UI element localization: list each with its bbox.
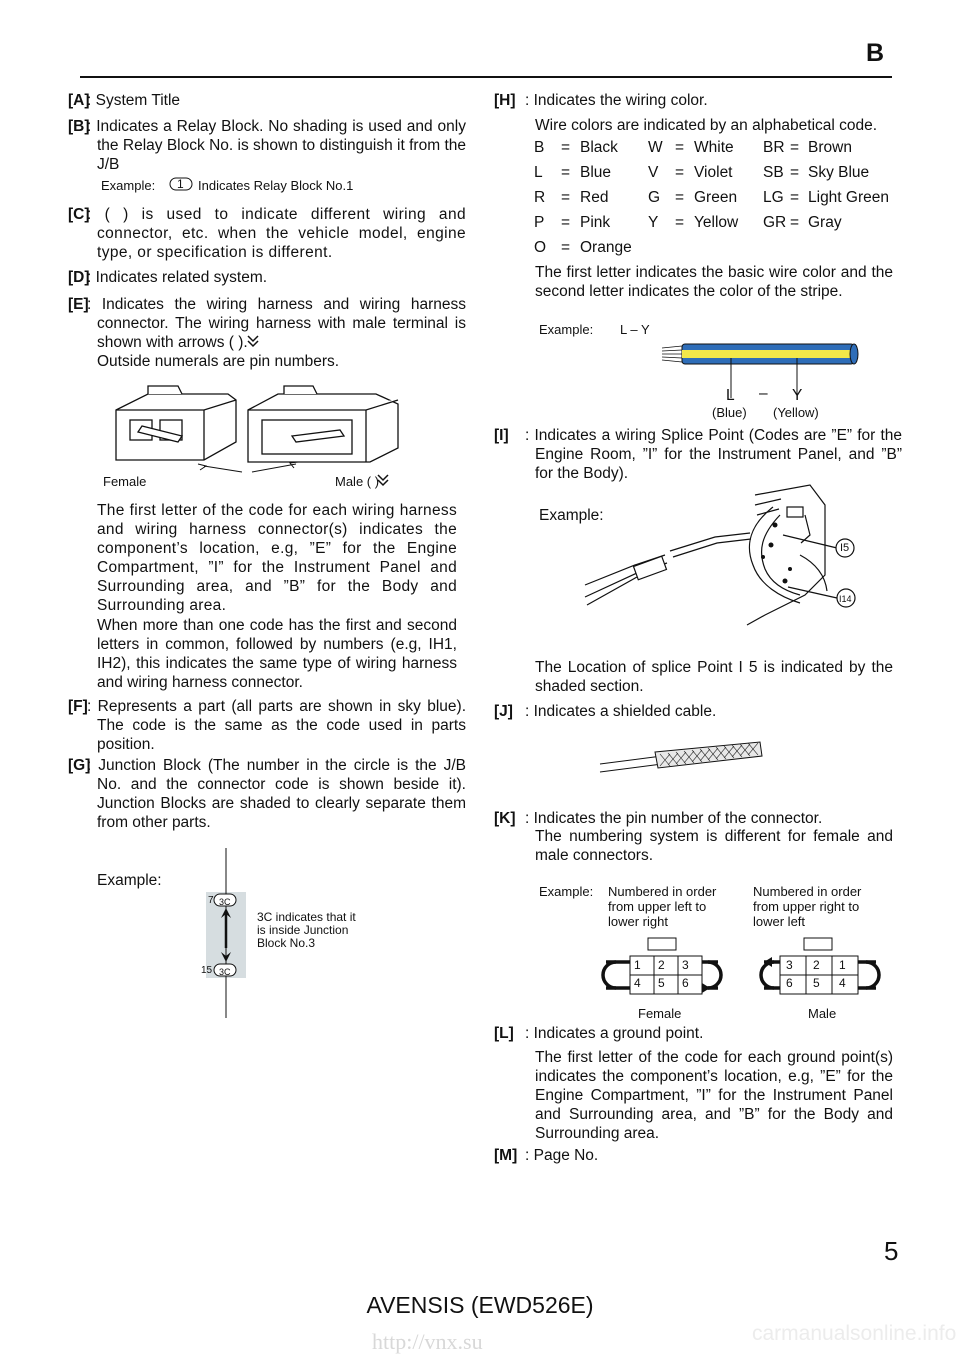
item-c-text: : ( ) is used to indicate different wiring and connector, etc. when the vehicle model, engine type, or specification is different.	[87, 206, 466, 261]
male-pin: 2	[813, 958, 820, 972]
splice-point-illustration	[575, 485, 870, 635]
male-pin: 1	[839, 958, 846, 972]
wire-l-code: L	[726, 387, 735, 404]
item-c-tag: [C]	[68, 206, 90, 223]
connector-illustration	[108, 380, 408, 475]
item-e-text: : Indicates the wiring harness and wiring harness connector. The wiring harness with male terminal is shown with arrows ( ).	[87, 296, 466, 351]
color-code: L	[534, 164, 543, 181]
jb-code-top: 3C	[219, 897, 231, 907]
wire-dash: –	[759, 385, 768, 402]
color-name: White	[694, 139, 734, 156]
item-a-tag: [A]	[68, 92, 90, 109]
female-pin: 2	[658, 958, 665, 972]
color-code: Y	[648, 214, 659, 231]
jb-pin-top: 7	[208, 895, 214, 906]
wire-y-code: Y	[792, 387, 803, 404]
watermark-site: carmanualsonline.info	[752, 1322, 957, 1345]
item-j-text: : Indicates a shielded cable.	[525, 703, 717, 720]
item-k-text: : Indicates the pin number of the connector.	[525, 810, 823, 827]
male-connector-icon	[760, 936, 880, 1002]
color-name: Brown	[808, 139, 852, 156]
equals-sign: =	[561, 239, 571, 256]
equals-sign: =	[790, 189, 800, 206]
item-g-tag: [G]	[68, 757, 91, 774]
item-b-text: : Indicates a Relay Block. No shading is used and only the Relay Block No. is shown to distinguish it from the J/B	[87, 118, 466, 173]
shielded-cable-icon	[600, 738, 768, 780]
equals-sign: =	[561, 189, 571, 206]
relay-block-number: 1	[177, 177, 184, 191]
item-i-example-label: Example:	[539, 507, 604, 524]
color-name: Sky Blue	[808, 164, 870, 181]
page-number: 5	[884, 1236, 899, 1266]
color-code: B	[534, 139, 545, 156]
item-b-example-label: Example:	[101, 178, 156, 193]
item-i-tag: [I]	[494, 427, 509, 444]
item-d-text: : Indicates related system.	[87, 269, 268, 286]
item-j-tag: [J]	[494, 703, 513, 720]
connector-female-label: Female	[103, 474, 147, 489]
item-h-tag: [H]	[494, 92, 516, 109]
color-code: P	[534, 214, 545, 231]
color-code: W	[648, 139, 663, 156]
color-code: BR	[763, 139, 785, 156]
item-e-text2: Outside numerals are pin numbers.	[97, 353, 340, 370]
watermark-url: http://vnx.su	[372, 1329, 483, 1354]
equals-sign: =	[675, 189, 685, 206]
female-order-desc: Numbered in order from upper left to lower right	[608, 884, 717, 929]
item-m-text: : Page No.	[525, 1147, 599, 1164]
female-pin: 3	[682, 958, 689, 972]
item-e-tag: [E]	[68, 296, 89, 313]
color-name: Light Green	[808, 189, 889, 206]
color-code: R	[534, 189, 546, 206]
color-name: Orange	[580, 239, 632, 256]
male-order-desc: Numbered in order from upper right to lower left	[753, 884, 862, 929]
document-title: AVENSIS (EWD526E)	[366, 1292, 594, 1318]
male-pin: 4	[839, 976, 846, 990]
connector-male-label: Male ( )	[335, 474, 380, 489]
splice-code-i14: I14	[839, 594, 852, 604]
equals-sign: =	[790, 214, 800, 231]
splice-code-i5: I5	[840, 542, 850, 554]
male-pin: 6	[786, 976, 793, 990]
item-a-text: : System Title	[87, 92, 181, 109]
item-h-example-label: Example:	[539, 322, 594, 337]
equals-sign: =	[675, 164, 685, 181]
color-name: Yellow	[694, 214, 739, 231]
female-pin: 5	[658, 976, 665, 990]
color-code: SB	[763, 164, 784, 181]
item-e-para2: When more than one code has the first and second letters in common, followed by numbers (e.g, IH1, IH2), this indicates the same type of wiring harness and wiring harness connector.	[97, 617, 457, 691]
item-m-tag: [M]	[494, 1147, 518, 1164]
equals-sign: =	[561, 164, 571, 181]
item-k-tag: [K]	[494, 810, 516, 827]
male-arrow-icon	[245, 333, 261, 349]
item-i-para: The Location of splice Point I 5 is indicated by the shaded section.	[535, 659, 893, 695]
jb-pin-bottom: 15	[201, 965, 213, 976]
color-code: G	[648, 189, 661, 206]
item-b-example-text: Indicates Relay Block No.1	[198, 178, 354, 193]
item-l-text: : Indicates a ground point.	[525, 1025, 704, 1042]
equals-sign: =	[790, 164, 800, 181]
item-h-sub: Wire colors are indicated by an alphabetical code.	[535, 117, 878, 134]
equals-sign: =	[790, 139, 800, 156]
item-g-example-label: Example:	[97, 872, 162, 889]
item-f-tag: [F]	[68, 698, 88, 715]
color-name: Violet	[694, 164, 733, 181]
color-code: LG	[763, 189, 784, 206]
female-pin: 6	[682, 976, 689, 990]
male-pin: 5	[813, 976, 820, 990]
equals-sign: =	[561, 139, 571, 156]
female-pin: 1	[634, 958, 641, 972]
color-name: Pink	[580, 214, 611, 231]
item-k-text2: The numbering system is different for female and male connectors.	[535, 828, 893, 864]
jb-note: 3C indicates that it is inside Junction Block No.3	[257, 910, 356, 950]
equals-sign: =	[675, 139, 685, 156]
item-g-text: : Junction Block (The number in the circle is the J/B No. and the connector code is shown beside it). Junction Blocks are shaded to clearly separate them from other parts.	[87, 757, 466, 831]
color-name: Blue	[580, 164, 612, 181]
color-code: GR	[763, 214, 787, 231]
color-name: Black	[580, 139, 618, 156]
wire-l-name: (Blue)	[712, 405, 747, 420]
item-h-para: The first letter indicates the basic wire color and the second letter indicates the color of the stripe.	[535, 264, 893, 300]
equals-sign: =	[561, 214, 571, 231]
male-pin: 3	[786, 958, 793, 972]
female-pin: 4	[634, 976, 641, 990]
header-rule	[80, 76, 892, 78]
junction-block-diagram	[196, 848, 252, 1020]
color-code: O	[534, 239, 547, 256]
jb-code-bottom: 3C	[219, 967, 231, 977]
color-code: V	[648, 164, 659, 181]
male-arrow-icon	[375, 472, 391, 488]
section-letter: B	[866, 39, 885, 67]
wire-y-name: (Yellow)	[773, 405, 819, 420]
color-name: Green	[694, 189, 738, 206]
item-l-tag: [L]	[494, 1025, 514, 1042]
item-k-example-label: Example:	[539, 884, 594, 899]
item-h-example-code: L – Y	[620, 322, 650, 337]
item-e-para1: The first letter of the code for each wiring harness and wiring harness connector(s) indicates the component’s location, e.g, ”E” for the Engine Compartment, ”I” for the Instrument Panel and Surrounding area, and ”B” for the Body and Surrounding area.	[97, 502, 457, 614]
item-b-tag: [B]	[68, 118, 90, 135]
item-l-para: The first letter of the code for each ground point(s) indicates the component’s location, e.g, ”E” for the Engine Compartment, ”I” for the Instrument Panel and Surrounding area, and ”B” for the Body and Surrounding area.	[535, 1049, 893, 1142]
color-name: Gray	[808, 214, 842, 231]
color-name: Red	[580, 189, 609, 206]
male-connector-label: Male	[808, 1006, 837, 1021]
equals-sign: =	[675, 214, 685, 231]
female-connector-label: Female	[638, 1006, 682, 1021]
item-d-tag: [D]	[68, 269, 90, 286]
item-h-text: : Indicates the wiring color.	[525, 92, 708, 109]
item-i-text: : Indicates a wiring Splice Point (Codes are ”E” for the Engine Room, ”I” for the Instrument Panel, and ”B” for the Body).	[525, 427, 902, 482]
item-f-text: : Represents a part (all parts are shown in sky blue). The code is the same as the code used in parts position.	[87, 698, 466, 753]
